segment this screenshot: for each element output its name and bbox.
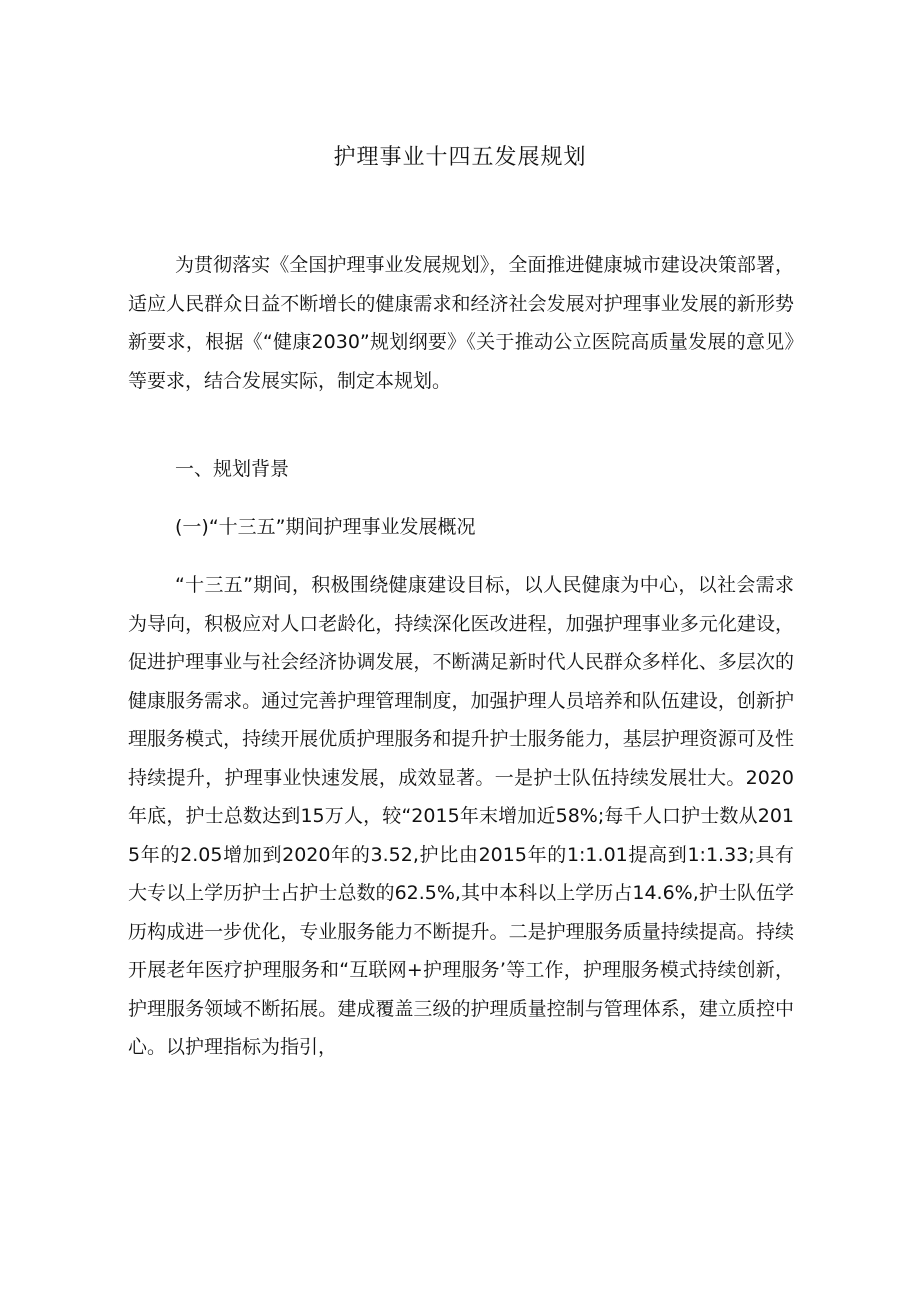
section-heading-background: 一、规划背景 (175, 458, 290, 480)
intro-paragraph: 为贯彻落实《全国护理事业发展规划》，全面推进健康城市建设决策部署，适应人民群众日益不断增长的健康需求和经济社会发展对护理事业发展的新形势新要求，根据《“健康2030”规划纲要》《关于推动公立医院高质量发展的意见》等要求，结合发展实际，制定本规划。 (128, 254, 794, 392)
subsection-heading-overview: (一)“十三五”期间护理事业发展概况 (175, 516, 476, 538)
body-paragraph: “十三五”期间，积极围绕健康建设目标，以人民健康为中心，以社会需求为导向，积极应对人口老龄化，持续深化医改进程，加强护理事业多元化建设，促进护理事业与社会经济协调发展，不断满足新时代人民群众多样化、多层次的健康服务需求。通过完善护理管理制度，加强护理人员培养和队伍建设，创新护理服务模式，持续开展优质护理服务和提升护士服务能力，基层护理资源可及性持续提升，护理事业快速发展，成效显著。一是护士队伍持续发展壮大。2020年底，护士总数达到15万人，较“2015年末增加近58%;每千人口护士数从2015年的2.05增加到2020年的3.52,护比由2015年的1:1.01提高到1:1.33;具有大专以上学历护士占护士总数的62.5%,其中本科以上学历占14.6%,护士队伍学历构成进一步优化，专业服务能力不断提升。二是护理服务质量持续提高。持续开展老年医疗护理服务和“互联网+护理服务’等工作，护理服务模式持续创新，护理服务领域不断拓展。建成覆盖三级的护理质量控制与管理体系，建立质控中心。以护理指标为指引， (128, 574, 794, 1058)
document-title: 护理事业十四五发展规划 (333, 145, 587, 170)
